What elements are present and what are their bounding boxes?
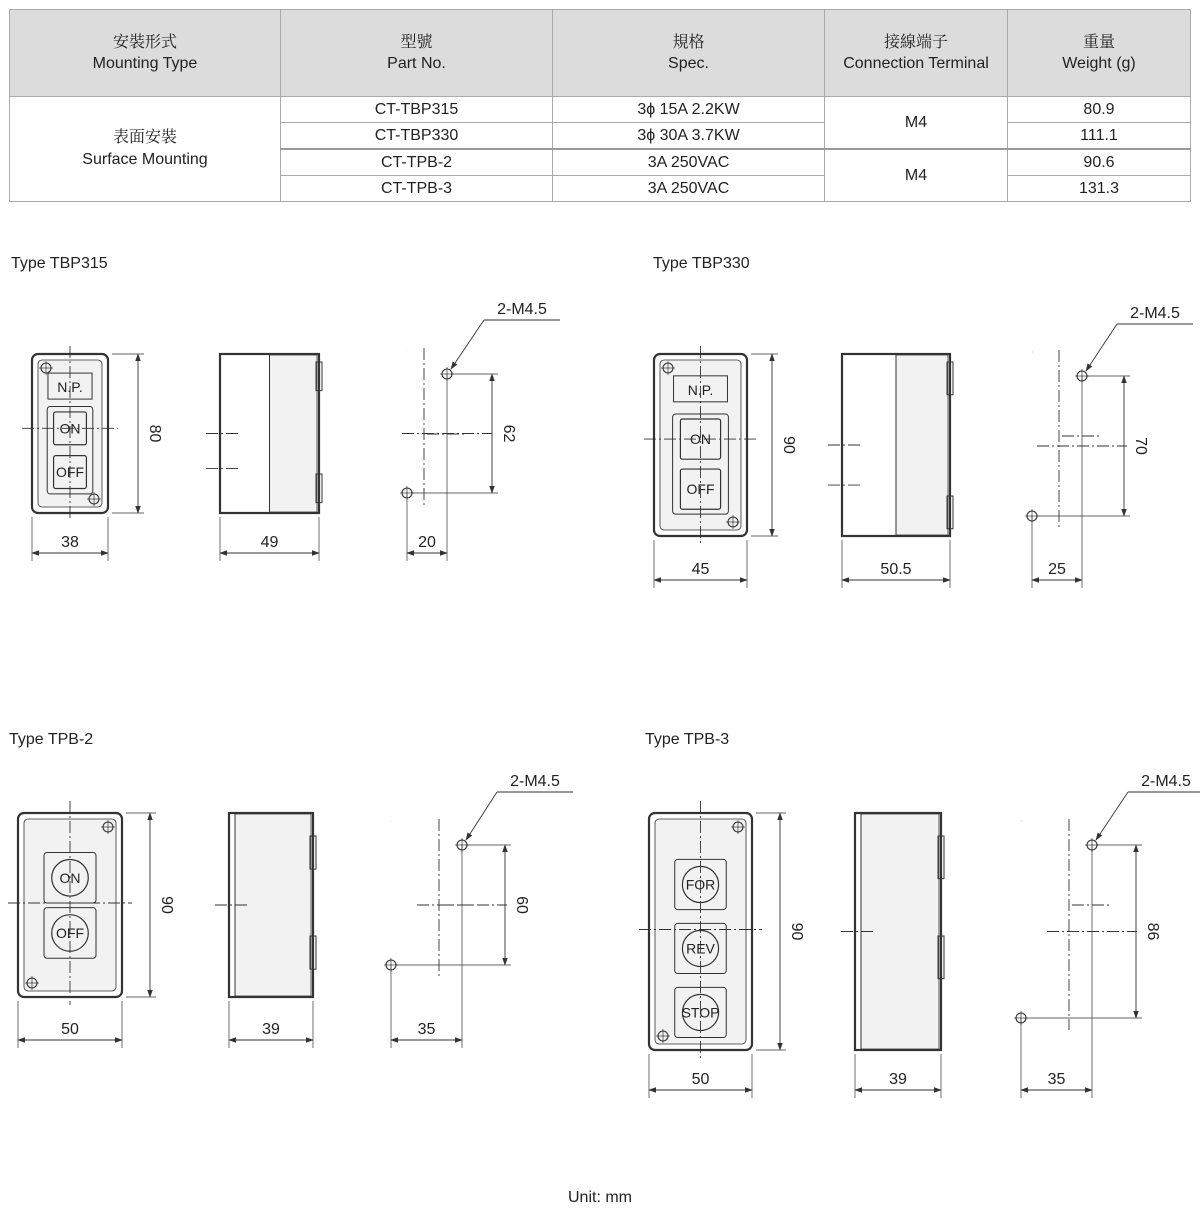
- leader-line: [451, 320, 484, 369]
- diagram-title-tpb3: Type TPB-3: [645, 731, 730, 748]
- button-on-label: ON: [59, 420, 81, 437]
- button-stop-label: STOP: [681, 1004, 720, 1021]
- leader-line: [1096, 792, 1128, 840]
- leader-line: [466, 792, 497, 840]
- spec-cell: 3A 250VAC: [553, 149, 825, 176]
- dimension-label: 50: [61, 1021, 79, 1038]
- dimension-label: 39: [889, 1071, 907, 1088]
- dimension-label: 45: [691, 561, 710, 578]
- part-cell: CT-TPB-2: [281, 149, 553, 176]
- dimension-label: 70: [1132, 437, 1149, 455]
- spec-cell: 3A 250VAC: [553, 176, 825, 202]
- dimension-label: 39: [262, 1021, 280, 1038]
- terminal-cell: M4: [825, 149, 1008, 202]
- button-off-label: OFF: [686, 481, 715, 498]
- dimension-label: 90: [158, 896, 175, 914]
- terminal-cell: M4: [825, 97, 1008, 150]
- hole-spec-label: 2-M4.5: [1130, 305, 1180, 322]
- side-panel: [896, 355, 948, 535]
- button-for-label: FOR: [685, 876, 716, 893]
- weight-cell: 111.1: [1008, 123, 1191, 150]
- header-part-no: 型號 Part No.: [281, 10, 553, 97]
- button-on-label: ON: [690, 431, 711, 448]
- weight-cell: 131.3: [1008, 176, 1191, 202]
- dimension-label: 50.5: [880, 561, 912, 578]
- dimension-label: 86: [1144, 922, 1161, 941]
- part-cell: CT-TPB-3: [281, 176, 553, 202]
- dimension-label: 50: [691, 1071, 710, 1088]
- leader-line: [1086, 324, 1117, 371]
- weight-cell: 90.6: [1008, 149, 1191, 176]
- diagram-title-tbp330: Type TBP330: [653, 255, 750, 272]
- dimension-label: 90: [780, 436, 797, 454]
- header-spec: 規格 Spec.: [553, 10, 825, 97]
- dimension-label: 60: [513, 896, 530, 914]
- dimension-label: 90: [788, 922, 805, 941]
- dimension-label: 80: [146, 424, 163, 443]
- spec-cell: 3ϕ 30A 3.7KW: [553, 123, 825, 150]
- diagram-title-tpb2: Type TPB-2: [9, 731, 94, 748]
- mounting-cell: 表面安裝 Surface Mounting: [10, 97, 281, 202]
- header-mounting-type: 安裝形式 Mounting Type: [10, 10, 281, 97]
- nameplate-label: N.P.: [687, 381, 714, 398]
- diagram-title-tbp315: Type TBP315: [11, 255, 108, 272]
- button-off-label: OFF: [56, 464, 84, 481]
- hole-spec-label: 2-M4.5: [497, 301, 547, 318]
- side-panel: [270, 355, 318, 512]
- spec-cell: 3ϕ 15A 2.2KW: [553, 97, 825, 123]
- weight-cell: 80.9: [1008, 97, 1191, 123]
- dimension-label: 25: [1048, 561, 1066, 578]
- dimension-label: 38: [61, 534, 79, 551]
- button-rev-label: REV: [686, 940, 715, 957]
- button-on-label: ON: [59, 869, 81, 886]
- unit-note: Unit: mm: [568, 1189, 632, 1206]
- hole-spec-label: 2-M4.5: [510, 773, 560, 790]
- nameplate-label: N.P.: [57, 379, 83, 396]
- hole-spec-label: 2-M4.5: [1141, 773, 1191, 790]
- dimension-label: 49: [260, 534, 279, 551]
- dimension-label: 20: [418, 534, 436, 551]
- header-weight: 重量 Weight (g): [1008, 10, 1191, 97]
- button-off-label: OFF: [56, 924, 84, 941]
- header-connection-terminal: 接線端子 Connection Terminal: [825, 10, 1008, 97]
- part-cell: CT-TBP315: [281, 97, 553, 123]
- dimension-label: 62: [500, 424, 517, 443]
- part-cell: CT-TBP330: [281, 123, 553, 150]
- dimension-label: 35: [1047, 1071, 1066, 1088]
- dimension-label: 35: [417, 1021, 436, 1038]
